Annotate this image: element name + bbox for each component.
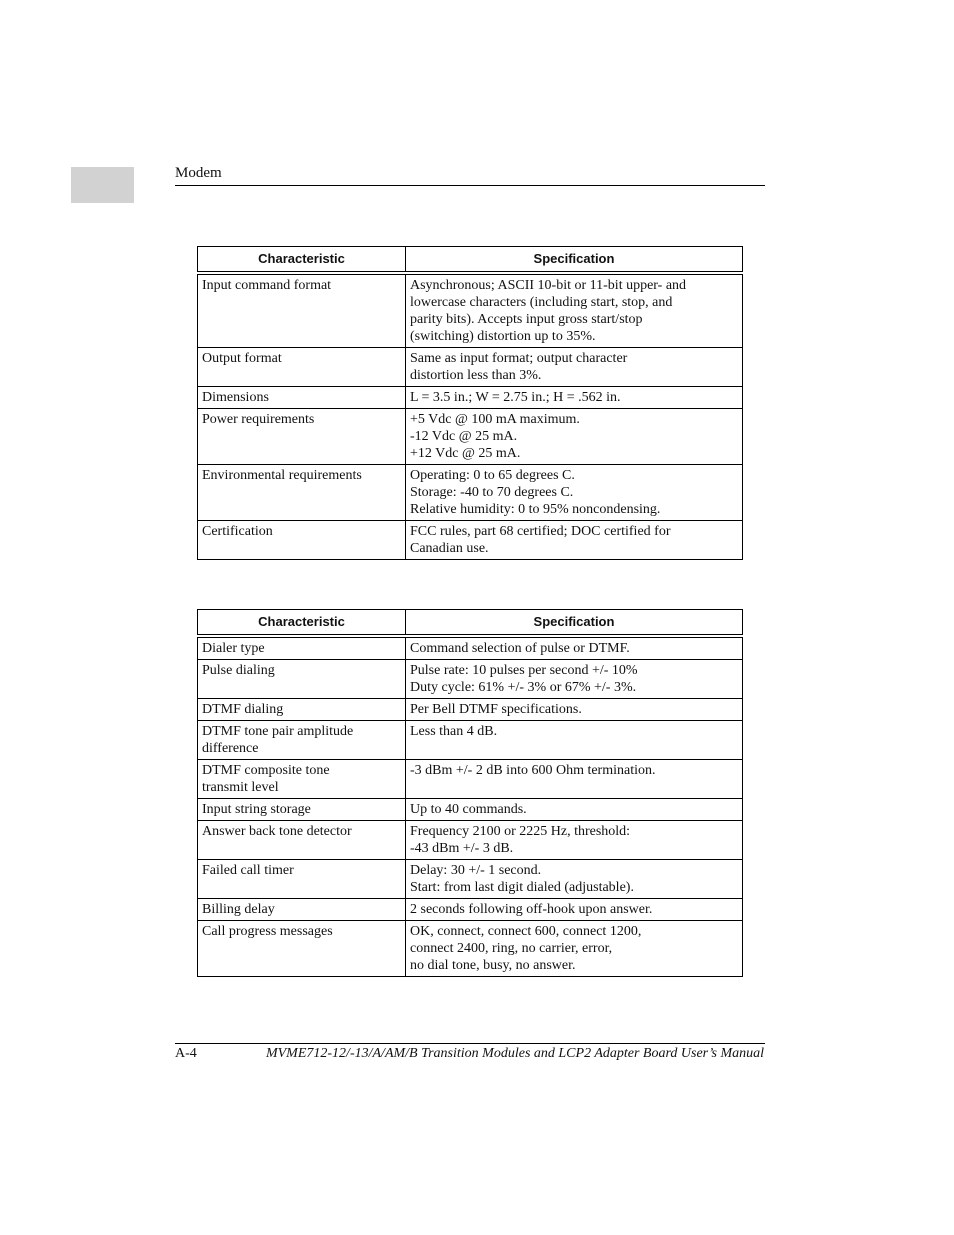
table-row <box>198 760 743 799</box>
characteristic-cell: Answer back tone detector <box>198 821 406 860</box>
specification-cell: -3 dBm +/- 2 dB into 600 Ohm termination. <box>406 760 743 799</box>
characteristic-cell: DTMF tone pair amplitude difference <box>198 721 406 760</box>
specification-cell: FCC rules, part 68 certified; DOC certified for Canadian use. <box>406 521 743 560</box>
characteristic-cell: Certification <box>198 521 406 560</box>
table-row <box>198 348 743 387</box>
characteristic-cell: Dialer type <box>198 636 406 660</box>
specification-cell: L = 3.5 in.; W = 2.75 in.; H = .562 in. <box>406 387 743 409</box>
table-row <box>198 799 743 821</box>
table-row <box>198 636 743 660</box>
specification-cell: Pulse rate: 10 pulses per second +/- 10% Duty cycle: 61% +/- 3% or 67% +/- 3%. <box>406 660 743 699</box>
characteristic-cell: Output format <box>198 348 406 387</box>
characteristic-cell: Pulse dialing <box>198 660 406 699</box>
characteristic-cell: DTMF dialing <box>198 699 406 721</box>
table-row <box>198 699 743 721</box>
table-header-row <box>198 610 743 637</box>
specification-cell: OK, connect, connect 600, connect 1200, connect 2400, ring, no carrier, error, no dial tone, busy, no answer. <box>406 921 743 977</box>
running-head: Modem <box>175 165 222 181</box>
table-header-row <box>198 247 743 274</box>
page-number: A-4 <box>175 1046 197 1061</box>
dialer-spec-table <box>197 609 743 977</box>
table-row <box>198 387 743 409</box>
chapter-tab <box>71 167 134 203</box>
characteristic-cell: Input command format <box>198 273 406 348</box>
manual-title: MVME712-12/-13/A/AM/B Transition Modules and LCP2 Adapter Board User’s Manual <box>265 1046 764 1061</box>
specification-cell: Frequency 2100 or 2225 Hz, threshold: -43 dBm +/- 3 dB. <box>406 821 743 860</box>
characteristic-cell: Billing delay <box>198 899 406 921</box>
header-rule <box>175 185 765 186</box>
footer-rule <box>175 1043 765 1044</box>
specification-cell: +5 Vdc @ 100 mA maximum. -12 Vdc @ 25 mA. +12 Vdc @ 25 mA. <box>406 409 743 465</box>
column-header-characteristic: Characteristic <box>198 610 406 637</box>
table-row <box>198 899 743 921</box>
table-row <box>198 921 743 977</box>
table-row <box>198 660 743 699</box>
column-header-specification: Specification <box>406 247 743 274</box>
table-row <box>198 860 743 899</box>
column-header-characteristic: Characteristic <box>198 247 406 274</box>
specification-cell: Delay: 30 +/- 1 second. Start: from last digit dialed (adjustable). <box>406 860 743 899</box>
table-row <box>198 465 743 521</box>
table-row <box>198 409 743 465</box>
characteristic-cell: Environmental requirements <box>198 465 406 521</box>
characteristic-cell: DTMF composite tone transmit level <box>198 760 406 799</box>
characteristic-cell: Failed call timer <box>198 860 406 899</box>
table-row <box>198 821 743 860</box>
characteristic-cell: Input string storage <box>198 799 406 821</box>
specification-cell: Same as input format; output character distortion less than 3%. <box>406 348 743 387</box>
modem-spec-table <box>197 246 743 560</box>
specification-cell: Per Bell DTMF specifications. <box>406 699 743 721</box>
specification-cell: Command selection of pulse or DTMF. <box>406 636 743 660</box>
table-row <box>198 521 743 560</box>
table-row <box>198 721 743 760</box>
characteristic-cell: Call progress messages <box>198 921 406 977</box>
characteristic-cell: Dimensions <box>198 387 406 409</box>
table-row <box>198 273 743 348</box>
specification-cell: 2 seconds following off-hook upon answer. <box>406 899 743 921</box>
specification-cell: Up to 40 commands. <box>406 799 743 821</box>
specification-cell: Asynchronous; ASCII 10-bit or 11-bit upper- and lowercase characters (including start, stop, and parity bits). Accepts input gross start/stop (switching) distortion up to 35%. <box>406 273 743 348</box>
characteristic-cell: Power requirements <box>198 409 406 465</box>
column-header-specification: Specification <box>406 610 743 637</box>
specification-cell: Operating: 0 to 65 degrees C. Storage: -40 to 70 degrees C. Relative humidity: 0 to 95% noncondensing. <box>406 465 743 521</box>
specification-cell: Less than 4 dB. <box>406 721 743 760</box>
